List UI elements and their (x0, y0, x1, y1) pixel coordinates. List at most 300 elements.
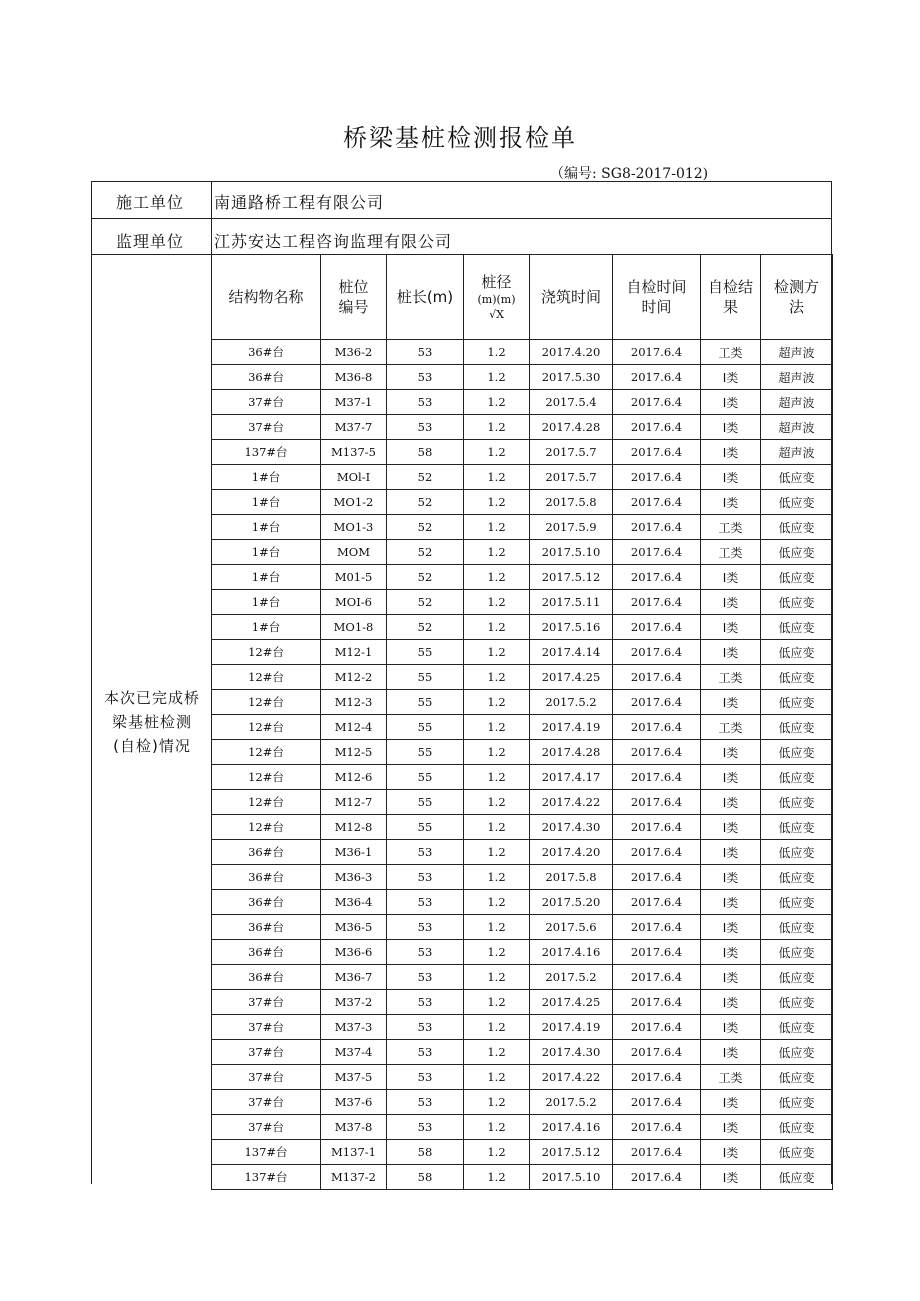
cell-inspect-time: 2017.6.4 (613, 915, 701, 940)
cell-method: 超声波 (761, 440, 833, 465)
cell-inspect-time: 2017.6.4 (613, 615, 701, 640)
cell-method: 低应变 (761, 765, 833, 790)
table-row (212, 1015, 833, 1040)
cell-result: I类 (701, 590, 761, 615)
supervision-unit-value: 江苏安达工程咨询监理有限公司 (214, 232, 453, 251)
cell-length: 58 (387, 1165, 464, 1190)
table-row (212, 365, 833, 390)
cell-result: 工类 (701, 540, 761, 565)
cell-diameter: 1.2 (464, 665, 530, 690)
cell-method: 低应变 (761, 940, 833, 965)
cell-result: 工类 (701, 1065, 761, 1090)
cell-diameter: 1.2 (464, 965, 530, 990)
cell-result: I类 (701, 390, 761, 415)
inspection-status-label (93, 686, 211, 758)
cell-length: 53 (387, 365, 464, 390)
cell-length: 55 (387, 790, 464, 815)
cell-method: 低应变 (761, 1115, 833, 1140)
cell-diameter: 1.2 (464, 540, 530, 565)
table-row (212, 1065, 833, 1090)
table-row (212, 1040, 833, 1065)
cell-inspect-time: 2017.6.4 (613, 740, 701, 765)
cell-method: 低应变 (761, 740, 833, 765)
cell-method: 超声波 (761, 415, 833, 440)
cell-structure: 37#台 (212, 990, 321, 1015)
cell-inspect-time: 2017.6.4 (613, 1115, 701, 1140)
cell-result: I类 (701, 440, 761, 465)
cell-pour-time: 2017.4.19 (530, 715, 613, 740)
cell-structure: 12#台 (212, 665, 321, 690)
table-row (212, 990, 833, 1015)
cell-pour-time: 2017.5.2 (530, 1090, 613, 1115)
cell-pour-time: 2017.4.22 (530, 1065, 613, 1090)
cell-structure: 1#台 (212, 565, 321, 590)
table-row (212, 915, 833, 940)
cell-pile-no: M12-2 (321, 665, 387, 690)
col-header-diameter-unit: (m)(m) (477, 293, 516, 306)
inspection-status-label-line: 本次已完成桥 (103, 689, 200, 707)
cell-pile-no: M37-8 (321, 1115, 387, 1140)
cell-structure: 37#台 (212, 1040, 321, 1065)
cell-structure: 36#台 (212, 365, 321, 390)
table-row (212, 1165, 833, 1190)
cell-structure: 1#台 (212, 540, 321, 565)
cell-structure: 36#台 (212, 965, 321, 990)
cell-pour-time: 2017.5.7 (530, 465, 613, 490)
cell-pour-time: 2017.4.25 (530, 665, 613, 690)
table-row (212, 340, 833, 365)
cell-length: 58 (387, 440, 464, 465)
table-row (212, 1140, 833, 1165)
cell-result: 工类 (701, 340, 761, 365)
cell-diameter: 1.2 (464, 465, 530, 490)
table-row (212, 590, 833, 615)
table-body (212, 340, 833, 1190)
cell-structure: 1#台 (212, 515, 321, 540)
cell-result: I类 (701, 690, 761, 715)
cell-result: I类 (701, 1140, 761, 1165)
cell-result: I类 (701, 365, 761, 390)
cell-result: I类 (701, 615, 761, 640)
cell-pile-no: M12-7 (321, 790, 387, 815)
cell-length: 53 (387, 990, 464, 1015)
cell-inspect-time: 2017.6.4 (613, 1015, 701, 1040)
cell-pile-no: M36-1 (321, 840, 387, 865)
cell-pour-time: 2017.5.10 (530, 540, 613, 565)
cell-result: I类 (701, 640, 761, 665)
cell-inspect-time: 2017.6.4 (613, 990, 701, 1015)
cell-inspect-time: 2017.6.4 (613, 640, 701, 665)
cell-result: 工类 (701, 515, 761, 540)
cell-pour-time: 2017.4.14 (530, 640, 613, 665)
cell-inspect-time: 2017.6.4 (613, 1140, 701, 1165)
cell-pile-no: MOl-I (321, 465, 387, 490)
col-header-diameter-label: 桩径 (481, 273, 512, 291)
cell-diameter: 1.2 (464, 1165, 530, 1190)
table-row (212, 890, 833, 915)
cell-structure: 36#台 (212, 340, 321, 365)
cell-pile-no: M12-4 (321, 715, 387, 740)
cell-method: 低应变 (761, 1165, 833, 1190)
cell-structure: 137#台 (212, 1140, 321, 1165)
cell-result: I类 (701, 1015, 761, 1040)
cell-diameter: 1.2 (464, 365, 530, 390)
cell-structure: 1#台 (212, 590, 321, 615)
cell-structure: 36#台 (212, 940, 321, 965)
cell-diameter: 1.2 (464, 340, 530, 365)
cell-result: I类 (701, 890, 761, 915)
pile-inspection-table (211, 254, 833, 1190)
col-header-pour-time: 浇筑时间 (530, 255, 613, 340)
cell-inspect-time: 2017.6.4 (613, 815, 701, 840)
cell-inspect-time: 2017.6.4 (613, 940, 701, 965)
cell-diameter: 1.2 (464, 840, 530, 865)
cell-diameter: 1.2 (464, 1115, 530, 1140)
cell-pile-no: M12-6 (321, 765, 387, 790)
cell-length: 55 (387, 690, 464, 715)
cell-length: 53 (387, 1090, 464, 1115)
cell-pour-time: 2017.4.20 (530, 340, 613, 365)
table-row (212, 765, 833, 790)
table-row (212, 540, 833, 565)
cell-pile-no: MO1-3 (321, 515, 387, 540)
cell-structure: 12#台 (212, 715, 321, 740)
table-row (212, 490, 833, 515)
cell-diameter: 1.2 (464, 865, 530, 890)
cell-diameter: 1.2 (464, 490, 530, 515)
cell-length: 52 (387, 465, 464, 490)
cell-diameter: 1.2 (464, 615, 530, 640)
table-row (212, 1090, 833, 1115)
table-row (212, 465, 833, 490)
table-row (212, 840, 833, 865)
cell-result: I类 (701, 915, 761, 940)
cell-inspect-time: 2017.6.4 (613, 590, 701, 615)
cell-structure: 36#台 (212, 840, 321, 865)
cell-pile-no: M37-6 (321, 1090, 387, 1115)
cell-length: 55 (387, 640, 464, 665)
cell-inspect-time: 2017.6.4 (613, 965, 701, 990)
cell-length: 53 (387, 1115, 464, 1140)
cell-pile-no: M36-6 (321, 940, 387, 965)
cell-result: I类 (701, 490, 761, 515)
cell-structure: 12#台 (212, 790, 321, 815)
cell-pour-time: 2017.5.6 (530, 915, 613, 940)
cell-pour-time: 2017.4.30 (530, 1040, 613, 1065)
cell-pile-no: M36-2 (321, 340, 387, 365)
cell-pour-time: 2017.5.20 (530, 890, 613, 915)
cell-length: 55 (387, 765, 464, 790)
cell-method: 低应变 (761, 590, 833, 615)
cell-diameter: 1.2 (464, 740, 530, 765)
cell-pour-time: 2017.4.20 (530, 840, 613, 865)
cell-length: 55 (387, 715, 464, 740)
col-header-pile-no: 桩位编号 (321, 255, 387, 340)
inspection-status-label-line: 梁基桩检测 (111, 713, 192, 731)
cell-length: 52 (387, 515, 464, 540)
cell-inspect-time: 2017.6.4 (613, 540, 701, 565)
cell-pile-no: M12-8 (321, 815, 387, 840)
cell-structure: 12#台 (212, 765, 321, 790)
cell-diameter: 1.2 (464, 590, 530, 615)
cell-result: I类 (701, 1090, 761, 1115)
cell-length: 52 (387, 540, 464, 565)
cell-method: 低应变 (761, 515, 833, 540)
cell-method: 低应变 (761, 1040, 833, 1065)
cell-inspect-time: 2017.6.4 (613, 415, 701, 440)
cell-inspect-time: 2017.6.4 (613, 390, 701, 415)
cell-diameter: 1.2 (464, 815, 530, 840)
cell-pile-no: M137-2 (321, 1165, 387, 1190)
construction-unit-label: 施工单位 (116, 193, 185, 212)
cell-diameter: 1.2 (464, 790, 530, 815)
cell-method: 低应变 (761, 990, 833, 1015)
cell-result: I类 (701, 815, 761, 840)
cell-result: 工类 (701, 665, 761, 690)
cell-method: 低应变 (761, 815, 833, 840)
cell-pour-time: 2017.5.7 (530, 440, 613, 465)
cell-inspect-time: 2017.6.4 (613, 865, 701, 890)
cell-pile-no: M37-1 (321, 390, 387, 415)
cell-pour-time: 2017.5.12 (530, 565, 613, 590)
cell-pile-no: M37-7 (321, 415, 387, 440)
cell-result: I类 (701, 565, 761, 590)
cell-length: 53 (387, 390, 464, 415)
cell-structure: 37#台 (212, 1015, 321, 1040)
construction-unit-value: 南通路桥工程有限公司 (214, 193, 385, 212)
cell-method: 低应变 (761, 1015, 833, 1040)
cell-structure: 137#台 (212, 1165, 321, 1190)
cell-inspect-time: 2017.6.4 (613, 515, 701, 540)
cell-inspect-time: 2017.6.4 (613, 490, 701, 515)
cell-inspect-time: 2017.6.4 (613, 715, 701, 740)
cell-structure: 1#台 (212, 615, 321, 640)
cell-diameter: 1.2 (464, 1140, 530, 1165)
cell-pile-no: M37-4 (321, 1040, 387, 1065)
cell-method: 低应变 (761, 865, 833, 890)
document-number: （编号: SG8-2017-012) (550, 166, 709, 182)
cell-pile-no: M12-5 (321, 740, 387, 765)
cell-diameter: 1.2 (464, 1040, 530, 1065)
cell-length: 53 (387, 415, 464, 440)
cell-length: 55 (387, 815, 464, 840)
cell-pour-time: 2017.4.22 (530, 790, 613, 815)
cell-diameter: 1.2 (464, 565, 530, 590)
cell-pour-time: 2017.5.11 (530, 590, 613, 615)
cell-method: 低应变 (761, 890, 833, 915)
cell-method: 低应变 (761, 615, 833, 640)
cell-structure: 37#台 (212, 1090, 321, 1115)
table-row (212, 515, 833, 540)
cell-pile-no: M01-5 (321, 565, 387, 590)
table-row (212, 790, 833, 815)
cell-pile-no: MOI-6 (321, 590, 387, 615)
cell-length: 53 (387, 865, 464, 890)
cell-method: 低应变 (761, 1090, 833, 1115)
cell-pile-no: M36-7 (321, 965, 387, 990)
cell-pile-no: MO1-2 (321, 490, 387, 515)
cell-structure: 36#台 (212, 890, 321, 915)
table-row (212, 565, 833, 590)
cell-structure: 37#台 (212, 415, 321, 440)
cell-diameter: 1.2 (464, 515, 530, 540)
cell-pour-time: 2017.5.10 (530, 1165, 613, 1190)
col-header-result: 自检结果 (701, 255, 761, 340)
cell-pour-time: 2017.4.17 (530, 765, 613, 790)
cell-pour-time: 2017.5.30 (530, 365, 613, 390)
cell-length: 53 (387, 890, 464, 915)
cell-diameter: 1.2 (464, 1065, 530, 1090)
cell-structure: 1#台 (212, 490, 321, 515)
cell-result: I类 (701, 940, 761, 965)
cell-pour-time: 2017.4.16 (530, 940, 613, 965)
cell-inspect-time: 2017.6.4 (613, 340, 701, 365)
cell-pour-time: 2017.5.9 (530, 515, 613, 540)
cell-diameter: 1.2 (464, 640, 530, 665)
cell-method: 低应变 (761, 690, 833, 715)
cell-result: I类 (701, 740, 761, 765)
table-row (212, 415, 833, 440)
cell-pour-time: 2017.5.2 (530, 965, 613, 990)
inspection-status-label-line: (自检)情况 (113, 737, 191, 755)
cell-result: I类 (701, 790, 761, 815)
cell-pour-time: 2017.5.12 (530, 1140, 613, 1165)
cell-length: 52 (387, 590, 464, 615)
cell-method: 超声波 (761, 340, 833, 365)
page-title: 桥梁基桩检测报检单 (343, 124, 577, 152)
cell-structure: 12#台 (212, 740, 321, 765)
table-row (212, 665, 833, 690)
cell-diameter: 1.2 (464, 440, 530, 465)
cell-length: 53 (387, 1015, 464, 1040)
cell-result: 工类 (701, 715, 761, 740)
cell-structure: 36#台 (212, 865, 321, 890)
cell-structure: 12#台 (212, 690, 321, 715)
table-row (212, 740, 833, 765)
cell-pour-time: 2017.5.4 (530, 390, 613, 415)
cell-length: 53 (387, 1065, 464, 1090)
cell-inspect-time: 2017.6.4 (613, 1165, 701, 1190)
cell-length: 53 (387, 340, 464, 365)
cell-inspect-time: 2017.6.4 (613, 465, 701, 490)
cell-inspect-time: 2017.6.4 (613, 690, 701, 715)
cell-pile-no: M36-4 (321, 890, 387, 915)
cell-pour-time: 2017.4.25 (530, 990, 613, 1015)
cell-pile-no: M36-5 (321, 915, 387, 940)
cell-diameter: 1.2 (464, 990, 530, 1015)
cell-structure: 12#台 (212, 640, 321, 665)
cell-pour-time: 2017.5.8 (530, 490, 613, 515)
table-row (212, 690, 833, 715)
cell-structure: 1#台 (212, 465, 321, 490)
cell-pour-time: 2017.5.2 (530, 690, 613, 715)
table-row (212, 940, 833, 965)
cell-pour-time: 2017.4.28 (530, 415, 613, 440)
cell-length: 55 (387, 740, 464, 765)
cell-method: 低应变 (761, 665, 833, 690)
cell-pour-time: 2017.4.19 (530, 1015, 613, 1040)
cell-pour-time: 2017.5.16 (530, 615, 613, 640)
cell-inspect-time: 2017.6.4 (613, 440, 701, 465)
cell-method: 低应变 (761, 790, 833, 815)
cell-result: I类 (701, 415, 761, 440)
cell-diameter: 1.2 (464, 940, 530, 965)
table-header-row (212, 255, 833, 340)
cell-inspect-time: 2017.6.4 (613, 765, 701, 790)
cell-result: I类 (701, 1040, 761, 1065)
cell-inspect-time: 2017.6.4 (613, 840, 701, 865)
cell-length: 58 (387, 1140, 464, 1165)
cell-structure: 37#台 (212, 1065, 321, 1090)
cell-method: 低应变 (761, 1065, 833, 1090)
col-header-diameter (464, 255, 530, 340)
cell-inspect-time: 2017.6.4 (613, 565, 701, 590)
cell-result: I类 (701, 865, 761, 890)
cell-method: 低应变 (761, 840, 833, 865)
cell-pile-no: M12-1 (321, 640, 387, 665)
cell-inspect-time: 2017.6.4 (613, 365, 701, 390)
cell-length: 55 (387, 665, 464, 690)
col-header-diameter-mark: √X (489, 308, 504, 321)
cell-pile-no: M37-3 (321, 1015, 387, 1040)
table-row (212, 965, 833, 990)
cell-inspect-time: 2017.6.4 (613, 890, 701, 915)
cell-method: 超声波 (761, 365, 833, 390)
cell-method: 低应变 (761, 915, 833, 940)
cell-length: 53 (387, 840, 464, 865)
table-row (212, 640, 833, 665)
cell-pour-time: 2017.4.28 (530, 740, 613, 765)
cell-structure: 37#台 (212, 390, 321, 415)
table-row (212, 715, 833, 740)
cell-result: I类 (701, 465, 761, 490)
cell-inspect-time: 2017.6.4 (613, 1040, 701, 1065)
cell-pile-no: M37-2 (321, 990, 387, 1015)
table-row (212, 865, 833, 890)
cell-method: 低应变 (761, 565, 833, 590)
cell-diameter: 1.2 (464, 1090, 530, 1115)
cell-diameter: 1.2 (464, 915, 530, 940)
col-header-method: 检测方法 (761, 255, 833, 340)
cell-result: I类 (701, 840, 761, 865)
cell-method: 低应变 (761, 490, 833, 515)
cell-structure: 37#台 (212, 1115, 321, 1140)
cell-pour-time: 2017.5.8 (530, 865, 613, 890)
col-header-inspect-time: 自检时间时间 (613, 255, 701, 340)
cell-pile-no: M12-3 (321, 690, 387, 715)
table-row (212, 440, 833, 465)
cell-inspect-time: 2017.6.4 (613, 1065, 701, 1090)
row-divider (91, 218, 832, 219)
cell-method: 低应变 (761, 465, 833, 490)
cell-length: 53 (387, 1040, 464, 1065)
cell-pour-time: 2017.4.30 (530, 815, 613, 840)
cell-length: 52 (387, 615, 464, 640)
cell-inspect-time: 2017.6.4 (613, 665, 701, 690)
cell-length: 52 (387, 490, 464, 515)
cell-diameter: 1.2 (464, 690, 530, 715)
cell-result: I类 (701, 765, 761, 790)
col-header-length: 桩长(m) (387, 255, 464, 340)
cell-length: 53 (387, 940, 464, 965)
cell-diameter: 1.2 (464, 715, 530, 740)
cell-result: I类 (701, 1165, 761, 1190)
cell-pile-no: M36-3 (321, 865, 387, 890)
cell-pile-no: MO1-8 (321, 615, 387, 640)
cell-pile-no: MOM (321, 540, 387, 565)
cell-pour-time: 2017.4.16 (530, 1115, 613, 1140)
cell-method: 低应变 (761, 540, 833, 565)
